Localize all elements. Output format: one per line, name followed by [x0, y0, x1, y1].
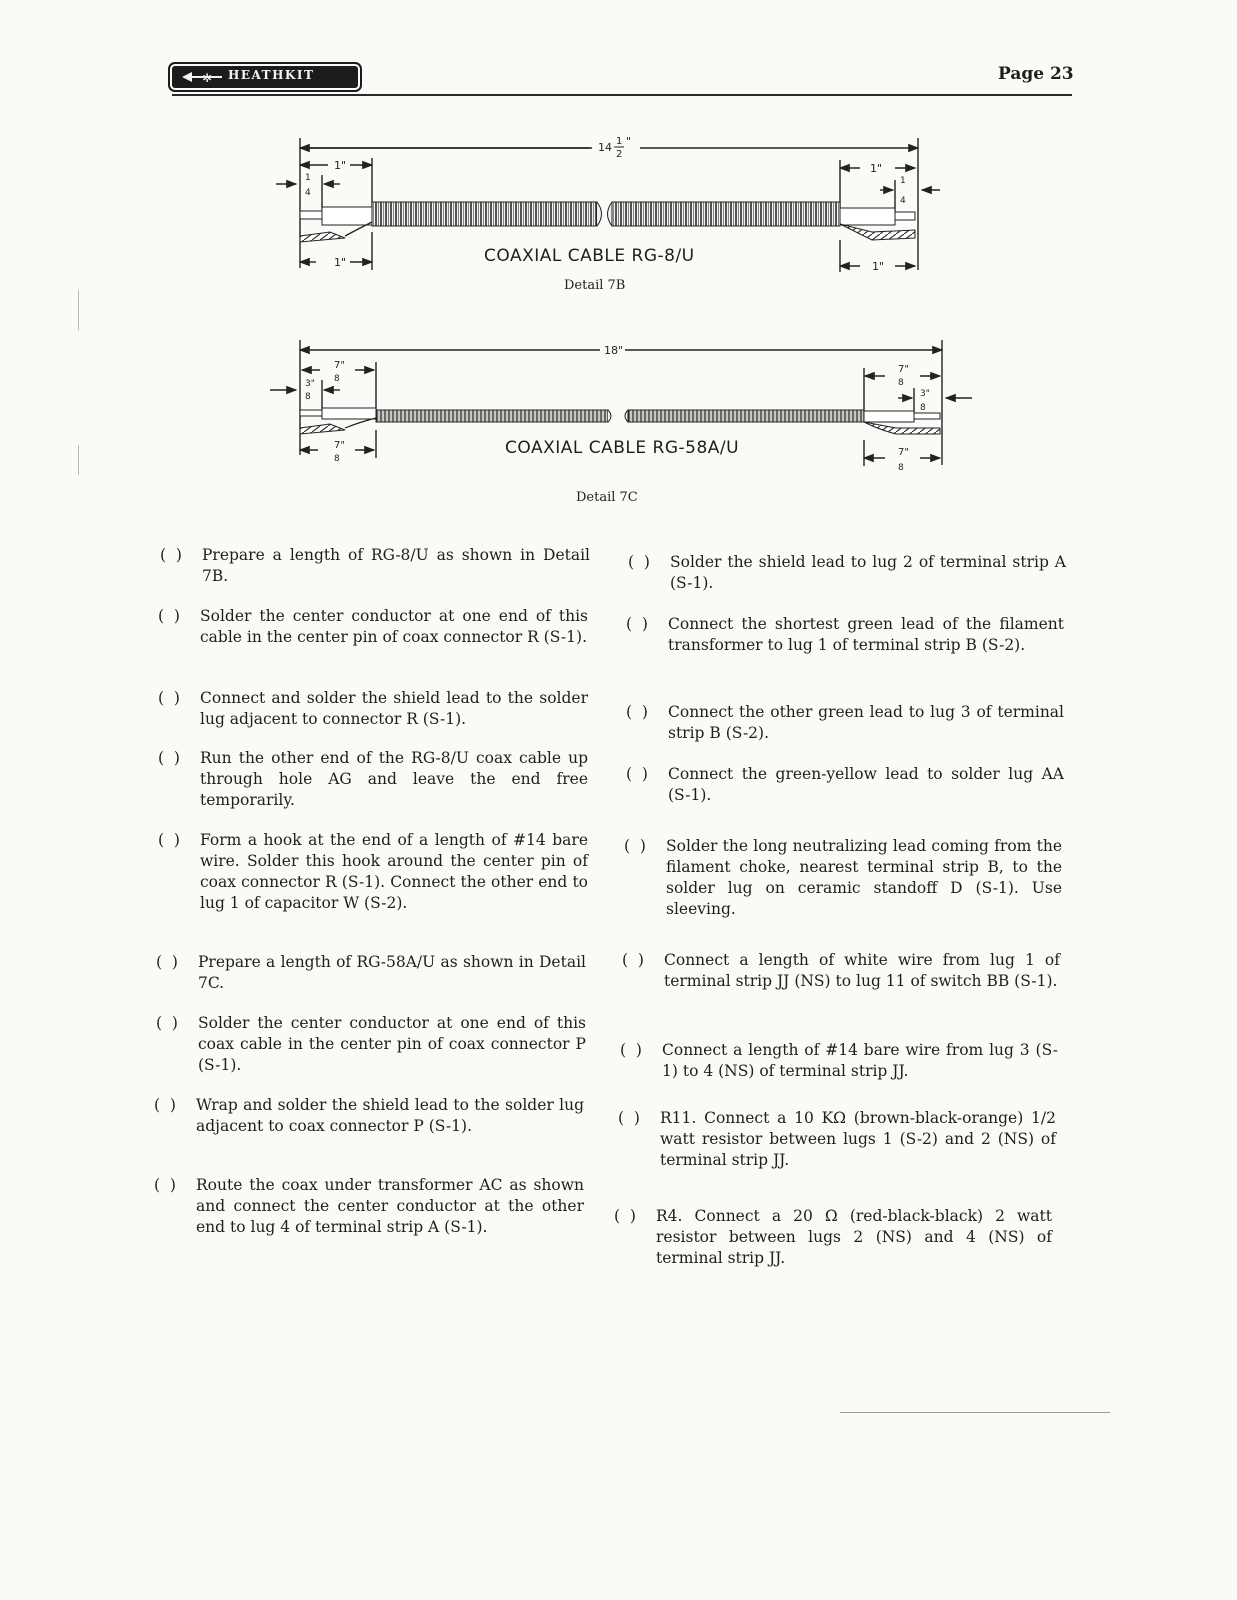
- checkbox[interactable]: ( ): [626, 615, 648, 633]
- svg-text:✲: ✲: [202, 71, 213, 85]
- scan-margin-mark: [78, 290, 79, 330]
- step-text: Connect the green-yellow lead to solder lug AA (S-1).: [668, 765, 1064, 804]
- brand-name: HEATHKIT: [228, 68, 315, 82]
- step-right-2: [626, 614, 1064, 656]
- svg-text:8: 8: [920, 403, 926, 413]
- svg-text:1": 1": [334, 159, 347, 172]
- svg-text:7": 7": [334, 440, 345, 451]
- step-text: Connect a length of white wire from lug 1 of terminal strip JJ (NS) to lug 11 of switch BB (S-1).: [664, 951, 1060, 990]
- step-text: Connect and solder the shield lead to the solder lug adjacent to connector R (S-1).: [200, 689, 588, 728]
- svg-text:1": 1": [870, 162, 883, 175]
- checkbox[interactable]: ( ): [628, 553, 650, 571]
- checkbox[interactable]: ( ): [618, 1109, 640, 1127]
- checkbox[interactable]: ( ): [154, 1176, 176, 1194]
- step-text: R11. Connect a 10 KΩ (brown-black-orange) 1/2 watt resistor between lugs 1 (S-2) and 2 (NS) of terminal strip JJ.: [660, 1109, 1056, 1169]
- svg-text:8: 8: [334, 374, 340, 384]
- step-left-4: [158, 748, 588, 811]
- step-text: Connect the other green lead to lug 3 of terminal strip B (S-2).: [668, 703, 1064, 742]
- step-text: Solder the center conductor at one end of this coax cable in the center pin of coax connector P (S-1).: [198, 1014, 586, 1074]
- step-text: Prepare a length of RG-58A/U as shown in Detail 7C.: [198, 953, 586, 992]
- checkbox[interactable]: ( ): [154, 1096, 176, 1114]
- step-text: Wrap and solder the shield lead to the solder lug adjacent to coax connector P (S-1).: [196, 1096, 584, 1135]
- step-text: Prepare a length of RG-8/U as shown in Detail 7B.: [202, 546, 590, 585]
- svg-text:8: 8: [305, 392, 311, 402]
- step-right-3: [626, 702, 1064, 744]
- checkbox[interactable]: ( ): [158, 689, 180, 707]
- step-text: Form a hook at the end of a length of #14 bare wire. Solder this hook around the center pin of coax connector R (S-1). Connect the other end to lug 1 of capacitor W (S-2).: [200, 831, 588, 912]
- detail-label-7b: Detail 7B: [564, 278, 626, 293]
- svg-text:8: 8: [898, 378, 904, 388]
- step-right-5: [624, 836, 1062, 920]
- step-text: Route the coax under transformer AC as shown and connect the center conductor at the other end to lug 4 of terminal strip A (S-1).: [196, 1176, 584, 1236]
- checkbox[interactable]: ( ): [624, 837, 646, 855]
- svg-text:1: 1: [305, 173, 311, 183]
- svg-text:4: 4: [305, 188, 311, 198]
- svg-text:1": 1": [334, 256, 347, 269]
- svg-text:8: 8: [898, 463, 904, 473]
- svg-text:4: 4: [900, 196, 906, 206]
- svg-text:7": 7": [334, 360, 345, 371]
- step-text: Solder the center conductor at one end of this cable in the center pin of coax connector R (S-1).: [200, 607, 588, 646]
- checkbox[interactable]: ( ): [158, 607, 180, 625]
- cable-label-rg8: COAXIAL CABLE RG-8/U: [484, 246, 695, 266]
- svg-text:8: 8: [334, 454, 340, 464]
- svg-text:7": 7": [898, 364, 909, 375]
- svg-text:7": 7": [898, 447, 909, 458]
- step-left-9: [154, 1175, 584, 1238]
- step-left-1: [160, 545, 590, 587]
- step-left-2: [158, 606, 588, 648]
- step-right-6: [622, 950, 1060, 992]
- checkbox[interactable]: ( ): [158, 831, 180, 849]
- step-text: Connect a length of #14 bare wire from lug 3 (S-1) to 4 (NS) of terminal strip JJ.: [662, 1041, 1058, 1080]
- page-number: Page 23: [998, 64, 1074, 84]
- step-right-1: [628, 552, 1066, 594]
- step-left-8: [154, 1095, 584, 1137]
- checkbox[interactable]: ( ): [620, 1041, 642, 1059]
- checkbox[interactable]: ( ): [156, 953, 178, 971]
- checkbox[interactable]: ( ): [622, 951, 644, 969]
- checkbox[interactable]: ( ): [156, 1014, 178, 1032]
- svg-text:3": 3": [920, 389, 930, 399]
- svg-text:1: 1: [900, 176, 906, 186]
- checkbox[interactable]: ( ): [158, 749, 180, 767]
- checkbox[interactable]: ( ): [626, 765, 648, 783]
- scan-rule: [840, 1412, 1110, 1413]
- svg-text:2: 2: [616, 149, 623, 160]
- checkbox[interactable]: ( ): [614, 1207, 636, 1225]
- svg-text:18": 18": [604, 344, 624, 357]
- step-text: Solder the shield lead to lug 2 of terminal strip A (S-1).: [670, 553, 1066, 592]
- checkbox[interactable]: ( ): [626, 703, 648, 721]
- step-text: R4. Connect a 20 Ω (red-black-black) 2 watt resistor between lugs 2 (NS) and 4 (NS) of terminal strip JJ.: [656, 1207, 1052, 1267]
- svg-text:14: 14: [598, 141, 612, 154]
- svg-text:": ": [626, 135, 632, 148]
- cable-label-rg58: COAXIAL CABLE RG-58A/U: [505, 438, 740, 458]
- step-right-9: [614, 1206, 1052, 1269]
- step-left-7: [156, 1013, 586, 1076]
- step-left-6: [156, 952, 586, 994]
- step-text: Solder the long neutralizing lead coming from the filament choke, nearest terminal strip B, to the solder lug on ceramic standoff D (S-1). Use sleeving.: [666, 837, 1062, 918]
- step-right-7: [620, 1040, 1058, 1082]
- step-left-5: [158, 830, 588, 914]
- step-right-8: [618, 1108, 1056, 1171]
- svg-text:3": 3": [305, 379, 315, 389]
- step-right-4: [626, 764, 1064, 806]
- detail-label-7c: Detail 7C: [576, 490, 638, 505]
- step-text: Run the other end of the RG-8/U coax cable up through hole AG and leave the end free temporarily.: [200, 749, 588, 809]
- step-text: Connect the shortest green lead of the filament transformer to lug 1 of terminal strip B (S-2).: [668, 615, 1064, 654]
- svg-text:1: 1: [616, 136, 623, 147]
- checkbox[interactable]: ( ): [160, 546, 182, 564]
- svg-text:1": 1": [872, 260, 885, 273]
- scan-margin-mark: [78, 445, 79, 475]
- step-left-3: [158, 688, 588, 730]
